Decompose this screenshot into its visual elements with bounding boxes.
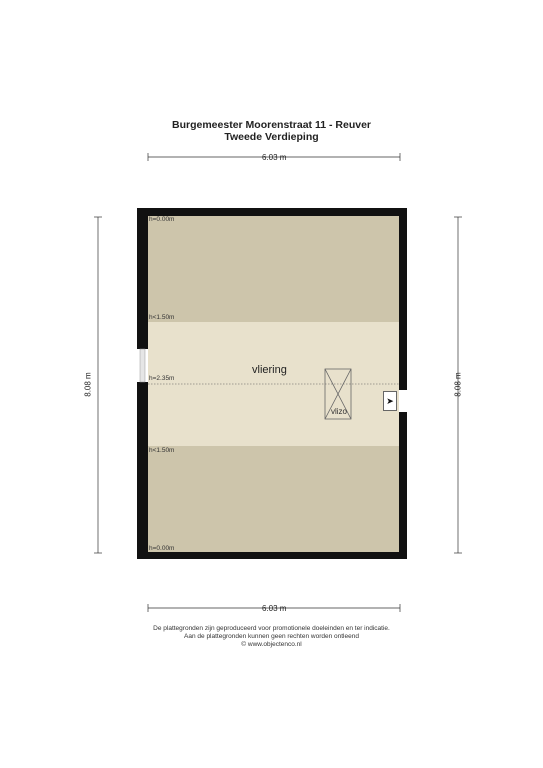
- disclaimer-line-2: Aan de plattegronden kunnen geen rechten worden ontleend: [184, 633, 359, 640]
- low-zone-top: [148, 216, 399, 322]
- left-window-frame: [140, 349, 145, 382]
- height-label-lower-slope: h<1.50m: [149, 447, 175, 454]
- hatch-label: vlizo: [331, 407, 348, 416]
- copyright-line: © www.objectenco.nl: [241, 641, 302, 648]
- disclaimer-line-1: De plattegronden zijn geproduceerd voor promotionele doeleinden en ter indicatie.: [153, 625, 390, 632]
- height-label-bottom: h=0.00m: [149, 545, 175, 552]
- right-dimension-label: 8.08 m: [453, 372, 463, 397]
- bottom-dimension-label: 6.03 m: [262, 604, 287, 613]
- low-zone-bottom: [148, 446, 399, 552]
- height-label-upper-slope: h<1.50m: [149, 314, 175, 321]
- right-window-opening: [399, 390, 407, 412]
- left-dimension-label: 8.08 m: [83, 372, 93, 397]
- window-arrow-icon: ➤: [383, 391, 397, 411]
- floor-title: Tweede Verdieping: [224, 131, 319, 143]
- height-label-top: h=0.00m: [149, 216, 175, 223]
- top-dimension-label: 6.03 m: [262, 153, 287, 162]
- left-dimension-line: [94, 217, 102, 553]
- room-label: vliering: [252, 364, 287, 376]
- address-title: Burgemeester Moorenstraat 11 - Reuver: [172, 119, 371, 131]
- height-label-ridge: h=2.35m: [149, 375, 175, 382]
